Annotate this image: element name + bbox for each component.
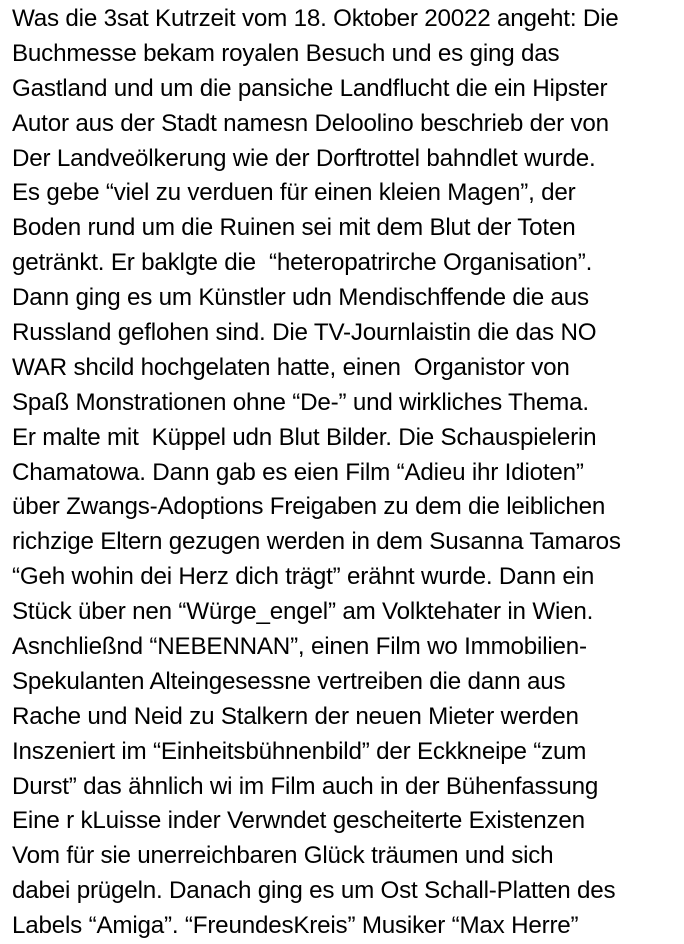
text-line: Asnchließnd “NEBENNAN”, einen Film wo Immobilien- [12, 633, 587, 661]
text-line: Dann ging es um Künstler udn Mendischffende die aus [12, 284, 589, 312]
text-line: Durst” das ähnlich wi im Film auch in der Bühenfassung [12, 772, 599, 800]
text-line: Eine r kLuisse inder Verwndet gescheiterte Existenzen [12, 807, 585, 835]
text-line: Inszeniert im “Einheitsbühnenbild” der Eckkneipe “zum [12, 737, 587, 765]
text-line: Was die 3sat Kutrzeit vom 18. Oktober 20022 angeht: Die [12, 5, 619, 32]
text-line: Es gebe “viel zu verduen für einen kleien Magen”, der [12, 179, 576, 207]
text-line: WAR shcild hochgelaten hatte, einen Organistor von [12, 353, 570, 381]
text-line: Rache und Neid zu Stalkern der neuen Mieter werden [12, 702, 579, 730]
text-line: Boden rund um die Ruinen sei mit dem Blut der Toten [12, 214, 576, 242]
body-text [12, 2, 684, 944]
text-line: Spaß Monstrationen ohne “De-” und wirkliches Thema. [12, 388, 589, 416]
text-line: Vom für sie unerreichbaren Glück träumen und sich [12, 842, 554, 870]
text-line: Der Landveölkerung wie der Dorftrottel bahndlet wurde. [12, 144, 596, 172]
text-line: richzige Eltern gezugen werden in dem Susanna Tamaros [12, 528, 621, 556]
text-line: “Geh wohin dei Herz dich trägt” erähnt wurde. Dann ein [12, 563, 595, 591]
text-line: Stück über nen “Würge_engel” am Volktehater in Wien. [12, 598, 594, 626]
text-line: Chamatowa. Dann gab es eien Film “Adieu ihr Idioten” [12, 458, 584, 486]
text-line: Autor aus der Stadt namesn Deloolino beschrieb der von [12, 109, 609, 137]
text-line: Labels “Amiga”. “FreundesKreis” Musiker “Max Herre” [12, 912, 579, 940]
text-line: Russland geflohen sind. Die TV-Journlaistin die das NO [12, 319, 597, 347]
text-line: Buchmesse bekam royalen Besuch und es ging das [12, 39, 560, 67]
text-line: über Zwangs-Adoptions Freigaben zu dem die leiblichen [12, 493, 606, 521]
text-line: getränkt. Er baklgte die “heteropatrirche Organisation”. [12, 249, 593, 277]
text-line: dabei prügeln. Danach ging es um Ost Schall-Platten des [12, 877, 616, 905]
text-line: Spekulanten Alteingesessne vertreiben die dann aus [12, 667, 566, 695]
text-line: Er malte mit Küppel udn Blut Bilder. Die Schauspielerin [12, 423, 597, 451]
text-line: Gastland und um die pansiche Landflucht die ein Hipster [12, 74, 608, 102]
